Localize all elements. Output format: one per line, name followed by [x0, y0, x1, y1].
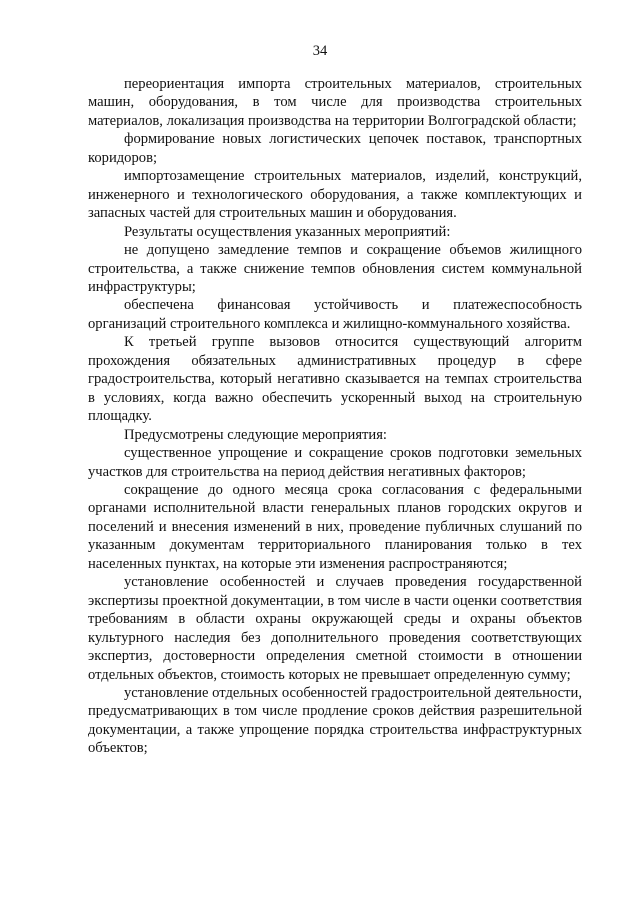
- document-body: [88, 75, 582, 758]
- paragraph-import-substitution: импортозамещение строительных материалов, изделий, конструкций, инженерного и технологического оборудования, а также комплектующих и запасных частей для строительных машин и оборудования.: [88, 168, 582, 222]
- paragraph-land-preparation: существенное упрощение и сокращение сроков подготовки земельных участков для строительства на период действия негативных факторов;: [88, 445, 582, 480]
- paragraph-urban-planning-features: установление отдельных особенностей градостроительной деятельности, предусматривающих в том числе продление сроков действия разрешительной документации, а также упрощение порядка строительства инфраструктурных объектов;: [88, 684, 582, 757]
- paragraph-approval-reduction: сокращение до одного месяца срока согласования с федеральными органами исполнительной власти генеральных планов городских округов и поселений и внесения изменений в них, проведение публичных слушаний по указанным документам территориального планирования только в тех населенных пунктах, на которые эти изменения распространяются;: [88, 481, 582, 572]
- paragraph-third-challenge-group: К третьей группе вызовов относится существующий алгоритм прохождения обязательных административных процедур в сфере градостроительства, который негативно сказывается на темпах строительства в условиях, когда важно обеспечить ускоренный выход на строительную площадку.: [88, 334, 582, 425]
- paragraph-import-reorientation: переориентация импорта строительных материалов, строительных машин, оборудования, в том числе для производства строительных материалов, локализация производства на территории Волгоградской области;: [88, 76, 582, 129]
- paragraph-logistics-chains: формирование новых логистических цепочек поставок, транспортных коридоров;: [88, 131, 582, 166]
- page-number: 34: [312, 43, 328, 59]
- paragraph-financial-stability: обеспечена финансовая устойчивость и платежеспособность организаций строительного комплекса и жилищно-коммунального хозяйства.: [88, 297, 582, 332]
- paragraph-housing-not-slowed: не допущено замедление темпов и сокращение объемов жилищного строительства, а также снижение темпов обновления систем коммунальной инфраструктуры;: [88, 242, 582, 295]
- paragraph-measures-heading: Предусмотрены следующие мероприятия:: [124, 426, 387, 443]
- paragraph-results-heading: Результаты осуществления указанных мероприятий:: [124, 223, 451, 240]
- paragraph-state-expertise: установление особенностей и случаев проведения государственной экспертизы проектной документации, в том числе в части оценки соответствия требованиям в области охраны окружающей среды и охраны объектов культурного наследия без дополнительного проведения соответствующих экспертиз, достоверности определения сметной стоимости в отношении отдельных объектов, стоимость которых не превышает определенную сумму;: [88, 574, 582, 683]
